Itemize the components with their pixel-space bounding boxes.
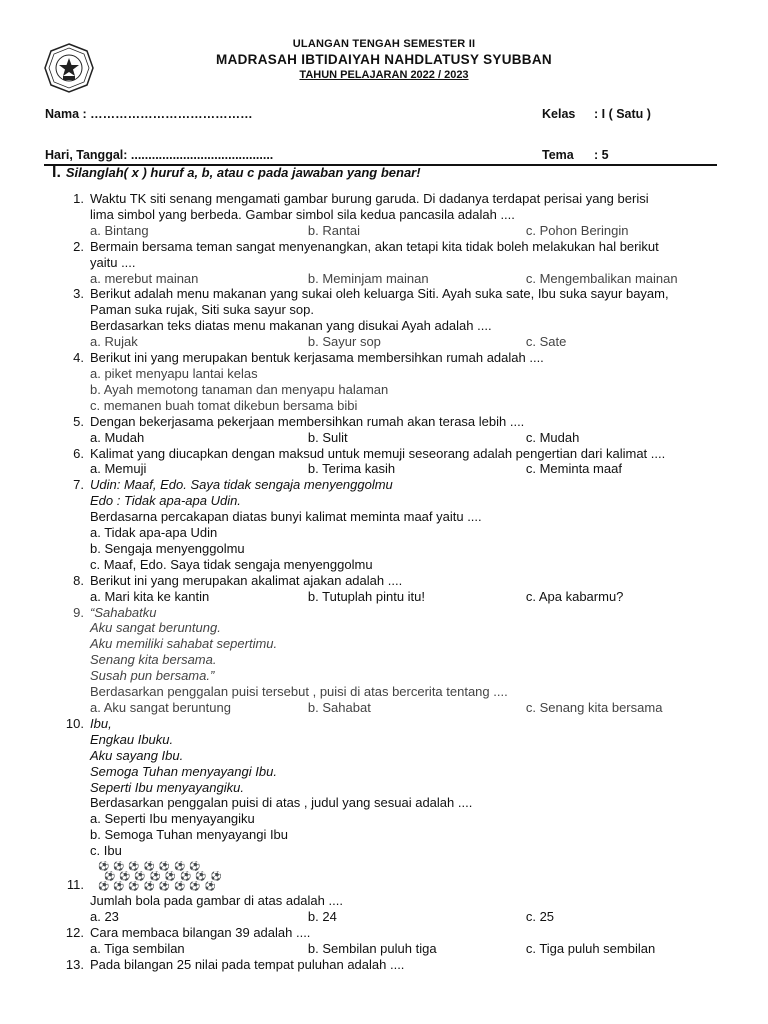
- option-c: c. Pohon Beringin: [525, 222, 629, 238]
- question-number: 8.: [73, 572, 84, 588]
- question-text: Dengan bekerjasama pekerjaan membersihkan rumah akan terasa lebih ....: [90, 413, 525, 429]
- option-a: a. Aku sangat beruntung: [90, 700, 231, 715]
- question-item: [58, 350, 738, 414]
- option-b: b. Semoga Tuhan menyayangi Ibu: [90, 827, 289, 843]
- question-number: 4.: [73, 350, 84, 366]
- question-number: 11.: [66, 877, 84, 893]
- school-name: MADRASAH IBTIDAIYAH NAHDLATUSY SYUBBAN: [216, 52, 552, 67]
- question-item: [58, 477, 738, 572]
- option-a: a. Seperti Ibu menyayangiku: [90, 811, 255, 827]
- question-number: 10.: [65, 715, 84, 731]
- option-c: c. Senang kita bersama: [525, 700, 663, 715]
- option-a: a. Mari kita ke kantin: [90, 588, 210, 604]
- option-b: b. Terima kasih: [307, 461, 396, 477]
- option-c: c. Sate: [525, 334, 567, 350]
- option-b: b. Sengaja menyenggolmu: [90, 540, 245, 556]
- poem-line: Susah pun bersama.”: [90, 668, 215, 684]
- question-text: Berikut adalah menu makanan yang sukai oleh keluarga Siti. Ayah suka sate, Ibu suka sayur bayam,: [90, 286, 669, 302]
- academic-year: TAHUN PELAJARAN 2022 / 2023: [299, 69, 469, 81]
- option-a: a. Bintang: [90, 222, 149, 238]
- question-item: [58, 925, 738, 957]
- question-number: 5.: [73, 413, 84, 429]
- name-field: Nama : …………………………………: [45, 107, 253, 121]
- question-text: Berdasarna percakapan diatas bunyi kalimat meminta maaf yaitu ....: [90, 509, 482, 525]
- question-text: Berdasarkan penggalan puisi tersebut , puisi di atas bercerita tentang ....: [90, 684, 508, 700]
- option-c: c. Maaf, Edo. Saya tidak sengaja menyenggolmu: [90, 556, 373, 572]
- question-text: Paman suka rujak, Siti suka sayur sop.: [90, 302, 314, 318]
- question-number: 3.: [73, 286, 84, 302]
- answer-options: [90, 909, 738, 925]
- question-text: Berikut ini yang merupakan bentuk kerjasama membersihkan rumah adalah ....: [90, 350, 544, 366]
- poem-line: Senang kita bersama.: [90, 652, 217, 668]
- answer-options: [90, 334, 738, 350]
- question-number: 1.: [73, 191, 84, 206]
- option-b: b. 24: [307, 908, 337, 924]
- dialogue-line: Udin: Maaf, Edo. Saya tidak sengaja menyenggolmu: [90, 477, 393, 493]
- question-text: yaitu ....: [90, 254, 136, 270]
- class-label: Kelas: [542, 107, 576, 121]
- answer-options: [90, 700, 738, 716]
- soccer-ball-icon: ⚽⚽⚽⚽⚽⚽⚽⚽: [104, 871, 226, 882]
- option-c: c. Mudah: [525, 429, 580, 445]
- instruction-text: Silanglah( x ) huruf a, b, atau c pada jawaban yang benar!: [65, 165, 421, 180]
- answer-options: [90, 461, 738, 477]
- question-number: 7.: [73, 477, 84, 493]
- poem-line: Aku sangat beruntung.: [90, 620, 221, 636]
- class-value: : I ( Satu ): [594, 107, 651, 121]
- document-header: [0, 38, 768, 81]
- option-b: b. Sembilan puluh tiga: [307, 940, 437, 956]
- poem-line: Semoga Tuhan menyayangi Ibu.: [90, 763, 277, 779]
- option-b: b. Sulit: [307, 429, 348, 445]
- option-b: b. Rantai: [307, 222, 360, 238]
- soccer-ball-icon: ⚽⚽⚽⚽⚽⚽⚽⚽: [98, 881, 220, 892]
- date-field: Hari, Tanggal: .........................................: [45, 148, 274, 162]
- poem-line: Seperti Ibu menyayangiku.: [90, 779, 244, 795]
- soccer-balls-image: [90, 859, 738, 893]
- option-c: c. memanen buah tomat dikebun bersama bibi: [90, 397, 358, 413]
- exam-title: ULANGAN TENGAH SEMESTER II: [292, 38, 476, 50]
- question-text: Berikut ini yang merupakan akalimat ajakan adalah ....: [90, 572, 403, 588]
- option-c: c. Meminta maaf: [525, 461, 622, 477]
- question-item: [58, 859, 738, 925]
- question-number: 2.: [73, 238, 84, 254]
- option-c: c. Ibu: [90, 843, 122, 859]
- question-number: 6.: [73, 445, 84, 461]
- question-text: Waktu TK siti senang mengamati gambar burung garuda. Di dadanya terdapat perisai yang berisi: [90, 191, 649, 206]
- question-text: Pada bilangan 25 nilai pada tempat puluhan adalah ....: [90, 956, 405, 972]
- question-item: [58, 239, 738, 287]
- poem-line: Aku memiliki sahabat sepertimu.: [90, 636, 278, 652]
- section-number: I.: [52, 164, 61, 181]
- option-a: a. piket menyapu lantai kelas: [90, 365, 258, 381]
- option-a: a. Tidak apa-apa Udin: [90, 525, 218, 541]
- question-text: lima simbol yang berbeda. Gambar simbol sila kedua pancasila adalah ....: [90, 206, 515, 222]
- option-b: b. Ayah memotong tanaman dan menyapu halaman: [90, 381, 389, 397]
- question-item: [58, 957, 738, 973]
- question-number: 13.: [65, 956, 84, 972]
- answer-options: [90, 430, 738, 446]
- question-item: [58, 414, 738, 446]
- question-text: Jumlah bola pada gambar di atas adalah ....: [90, 893, 343, 909]
- answer-options: [90, 941, 738, 957]
- question-text: Berdasarkan penggalan puisi di atas , judul yang sesuai adalah ....: [90, 795, 473, 811]
- theme-label: Tema: [542, 148, 574, 162]
- option-c: c. Mengembalikan mainan: [525, 270, 678, 286]
- poem-line: “Sahabatku: [90, 604, 157, 620]
- question-item: [58, 605, 738, 716]
- poem-line: Aku sayang Ibu.: [90, 747, 184, 763]
- option-b: b. Sahabat: [307, 700, 371, 715]
- question-item: [58, 191, 738, 239]
- option-c: c. 25: [525, 908, 555, 924]
- question-list: [58, 191, 738, 973]
- poem-line: Ibu,: [90, 715, 112, 731]
- option-b: b. Tutuplah pintu itu!: [307, 588, 426, 604]
- option-c: c. Tiga puluh sembilan: [525, 940, 656, 956]
- question-text: Kalimat yang diucapkan dengan maksud untuk memuji seseorang adalah pengertian dari kalimat ....: [90, 445, 666, 461]
- option-b: b. Sayur sop: [307, 334, 381, 350]
- question-number: 12.: [65, 924, 84, 940]
- option-a: a. Mudah: [90, 429, 145, 445]
- option-a: a. 23: [90, 908, 119, 924]
- question-text: Cara membaca bilangan 39 adalah ....: [90, 924, 311, 940]
- option-a: a. merebut mainan: [90, 270, 199, 286]
- answer-options: [90, 271, 738, 287]
- answer-options: [90, 223, 738, 239]
- soccer-ball-icon: ⚽⚽⚽⚽⚽⚽⚽: [98, 861, 205, 872]
- option-c: c. Apa kabarmu?: [525, 588, 624, 604]
- question-text: Bermain bersama teman sangat menyenangkan, akan tetapi kita tidak boleh melakukan hal berikut: [90, 238, 659, 254]
- question-item: [58, 446, 738, 478]
- instruction: [52, 164, 421, 182]
- option-a: a. Rujak: [90, 334, 138, 350]
- option-b: b. Meminjam mainan: [307, 270, 429, 286]
- theme-value: : 5: [594, 148, 609, 162]
- question-number: 9.: [73, 604, 84, 620]
- poem-line: Engkau Ibuku.: [90, 731, 174, 747]
- dialogue-line: Edo : Tidak apa-apa Udin.: [90, 493, 241, 509]
- answer-options: [90, 589, 738, 605]
- option-a: a. Memuji: [90, 461, 147, 477]
- question-item: [58, 286, 738, 350]
- question-text: Berdasarkan teks diatas menu makanan yang disukai Ayah adalah ....: [90, 318, 492, 334]
- question-item: [58, 573, 738, 605]
- question-item: [58, 716, 738, 859]
- option-a: a. Tiga sembilan: [90, 940, 185, 956]
